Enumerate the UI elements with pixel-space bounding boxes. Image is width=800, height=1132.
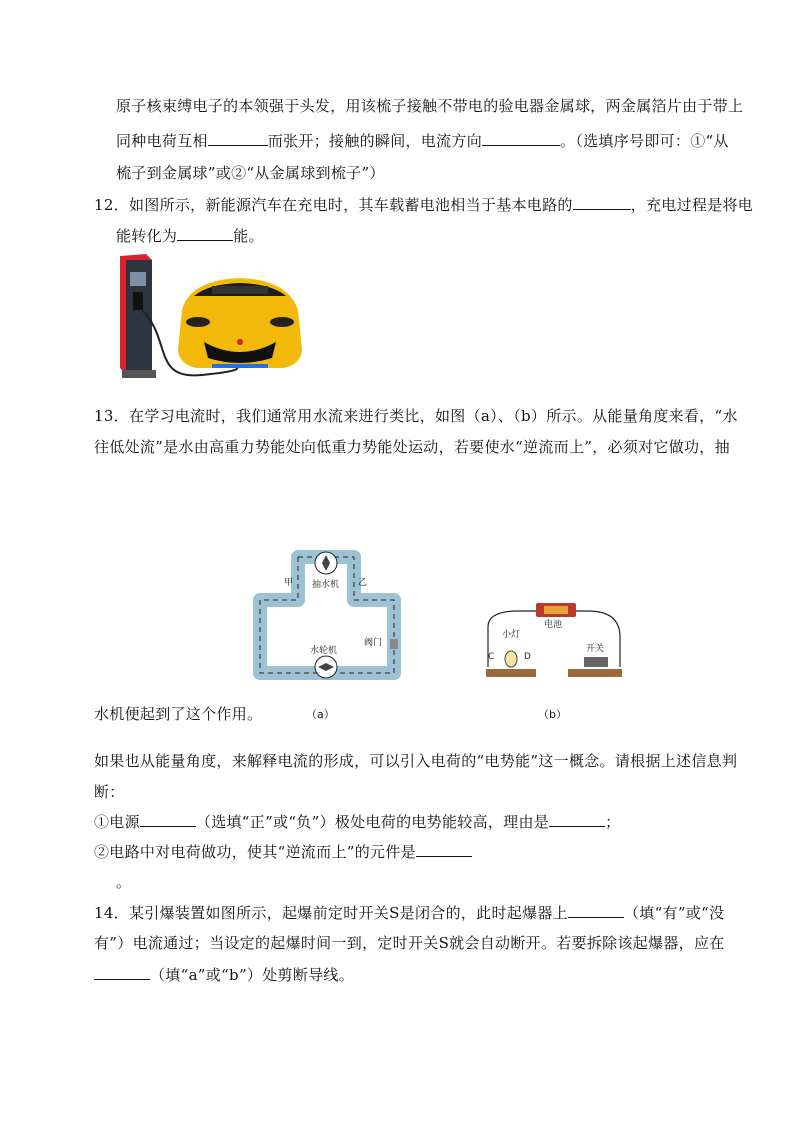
label-switch: 开关 bbox=[586, 644, 605, 654]
figure-a-caption: （a） bbox=[306, 708, 335, 721]
q11-line-2 bbox=[116, 131, 729, 151]
q13-text-b: （选填“正”或“负”）极处电荷的电势能较高，理由是 bbox=[195, 813, 550, 831]
label-turbine: 水轮机 bbox=[310, 646, 338, 656]
electric-circuit-figure bbox=[478, 597, 628, 687]
q11-blank-2[interactable] bbox=[482, 131, 560, 146]
q13-line-5: 断： bbox=[94, 783, 125, 801]
label-valve: 阀门 bbox=[364, 638, 383, 648]
q12-line-1 bbox=[94, 195, 753, 215]
q13-blank-2[interactable] bbox=[549, 812, 605, 827]
label-battery: 电池 bbox=[544, 620, 563, 630]
q13-text-c: ； bbox=[605, 813, 621, 831]
label-yi: 乙 bbox=[358, 578, 368, 588]
q13-line-2: 往低处流”是水由高重力势能处向低重力势能处运动，若要使水“逆流而上”，必须对它做功，抽 bbox=[94, 438, 730, 456]
q14-blank-1[interactable] bbox=[568, 903, 624, 918]
q11-text-b: 而张开；接触的瞬间，电流方向 bbox=[267, 132, 483, 150]
q13-text-a: ①电源 bbox=[94, 813, 140, 831]
ev-charging-figure bbox=[112, 250, 312, 385]
q11-blank-1[interactable] bbox=[208, 131, 268, 146]
q12-line-2 bbox=[116, 226, 264, 246]
q12-text-a: 12．如图所示，新能源汽车在充电时，其车载蓄电池相当于基本电路的 bbox=[94, 196, 573, 214]
q12-blank-2[interactable] bbox=[177, 226, 233, 241]
q13-line-1: 13．在学习电流时，我们通常用水流来进行类比，如图（a）、（b）所示。从能量角度来看，“水 bbox=[94, 407, 738, 425]
q13-line-6 bbox=[94, 812, 620, 832]
q11-text-c: 。（选填序号即可：①“从 bbox=[560, 132, 729, 150]
q13-blank-3[interactable] bbox=[416, 842, 472, 857]
q13-line-4: 如果也从能量角度，来解释电流的形成，可以引入电荷的“电势能”这一概念。请根据上述信息判 bbox=[94, 752, 738, 770]
label-jia: 甲 bbox=[284, 578, 294, 588]
label-c: C bbox=[488, 652, 495, 662]
q14-line-3 bbox=[94, 965, 354, 985]
q13-line-8: 。 bbox=[116, 873, 132, 891]
label-bulb: 小灯 bbox=[502, 630, 521, 640]
q14-text-b: （填“有”或“没 bbox=[623, 904, 725, 922]
q12-text-d: 能。 bbox=[233, 227, 264, 245]
q11-line-1: 原子核束缚电子的本领强于头发，用该梳子接触不带电的验电器金属球，两金属箔片由于带上 bbox=[116, 97, 744, 115]
q12-blank-1[interactable] bbox=[573, 195, 631, 210]
q14-text-c: （填“a”或“b”）处剪断导线。 bbox=[150, 966, 355, 984]
figure-b-caption: （b） bbox=[538, 708, 567, 721]
q14-line-1 bbox=[94, 903, 724, 923]
q14-text-a: 14．某引爆装置如图所示，起爆前定时开关S是闭合的，此时起爆器上 bbox=[94, 904, 568, 922]
water-circuit-figure bbox=[246, 545, 408, 695]
q12-text-c: 能转化为 bbox=[116, 227, 178, 245]
q14-line-2: 有”）电流通过；当设定的起爆时间一到，定时开关S就会自动断开。若要拆除该起爆器，应在 bbox=[94, 934, 725, 952]
q11-text-a: 同种电荷互相 bbox=[116, 132, 208, 150]
q14-blank-2[interactable] bbox=[94, 965, 150, 980]
q13-blank-1[interactable] bbox=[140, 812, 196, 827]
q11-line-3: 梳子到金属球”或②“从金属球到梳子”） bbox=[116, 164, 385, 182]
label-d: D bbox=[524, 652, 531, 662]
q13-line-7 bbox=[94, 842, 472, 862]
q13-line-3: 水机便起到了这个作用。 bbox=[94, 705, 263, 723]
q12-text-b: ，充电过程是将电 bbox=[630, 196, 754, 214]
q13-text-d: ②电路中对电荷做功，使其“逆流而上”的元件是 bbox=[94, 843, 416, 861]
label-pump: 抽水机 bbox=[312, 580, 340, 590]
